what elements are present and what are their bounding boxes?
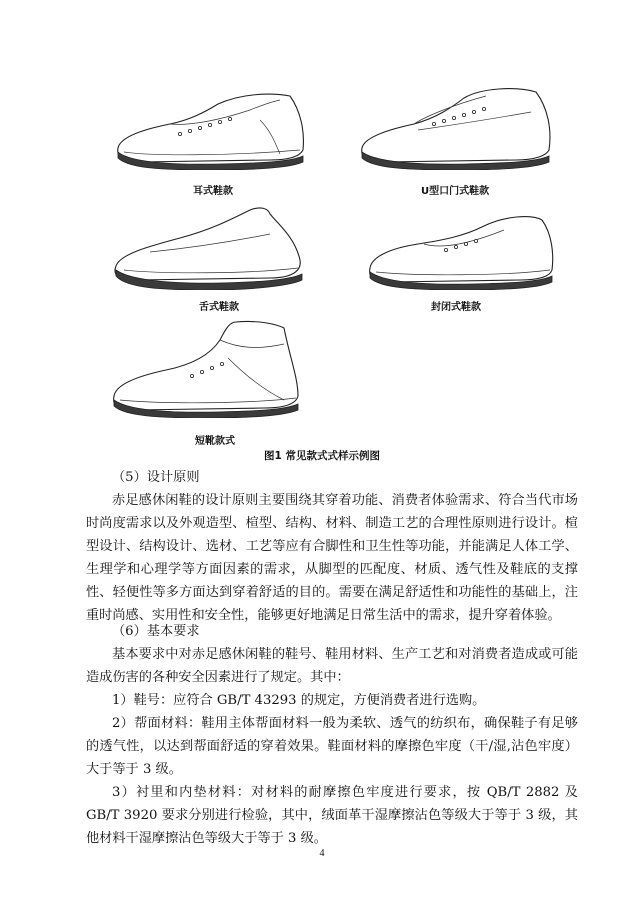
- paragraph: 赤足感休闲鞋的设计原则主要围绕其穿着功能、消费者体验需求、符合当代市场时尚度需求以及外观造型、楦型、结构、材料、制造工艺的合理性原则进行设计。楦型设计、结构设计、选材、工艺等应有合脚性和卫生性等功能，并能满足人体工学、生理学和心理学等方面因素的需求，从脚型的匹配度、材质、透气性及鞋底的支撑性、轻便性等多方面达到穿着舒适的目的。需要在满足舒适性和功能性的基础上，注重时尚感、实用性和安全性，能够更好地满足日常生活中的需求，提升穿着体验。: [86, 493, 578, 623]
- shoe-caption: 封闭式鞋款: [431, 302, 481, 313]
- list-item: 1）鞋号：应符合 GB/T 43293 的规定，方便消费者进行选购。: [112, 693, 486, 708]
- section-heading: （5）设计原则: [112, 470, 200, 485]
- shoe-illustration-u-throat: [356, 86, 556, 170]
- page-number: 4: [319, 848, 325, 859]
- shoe-caption: 舌式鞋款: [199, 302, 239, 313]
- list-item: 2）帮面材料：鞋用主体帮面材料一般为柔软、透气的纺织布，确保鞋子有足够的透气性，以达到帮面舒适的穿着效果。鞋面材料的摩擦色牢度（干/湿,沾色牢度）大于等于 3 级。: [86, 716, 578, 777]
- shoe-caption: 短靴款式: [195, 436, 235, 447]
- figure-title: 图1 常见款式式样示例图: [264, 450, 380, 462]
- shoe-illustration-closed-style: [364, 212, 556, 290]
- shoe-illustration-tongue-style: [110, 206, 310, 290]
- list-item: 3）衬里和内垫材料：对材料的耐摩擦色牢度进行要求，按 QB/T 2882 及 GB/T 3920 要求分别进行检验，其中，绒面革干湿摩擦沾色等级大于等于 3 级，其他材料干湿摩擦沾色等级大于等于 3 级。: [86, 785, 578, 846]
- shoe-illustration-ear-style: [110, 90, 310, 170]
- shoe-caption: U型口门式鞋款: [421, 186, 490, 197]
- paragraph: 基本要求中对赤足感休闲鞋的鞋号、鞋用材料、生产工艺和对消费者造成或可能造成伤害的各种安全因素进行了规定。其中：: [86, 647, 578, 685]
- section-heading: （6）基本要求: [112, 624, 200, 639]
- shoe-illustration-short-boot: [108, 318, 304, 418]
- shoe-caption: 耳式鞋款: [193, 186, 233, 197]
